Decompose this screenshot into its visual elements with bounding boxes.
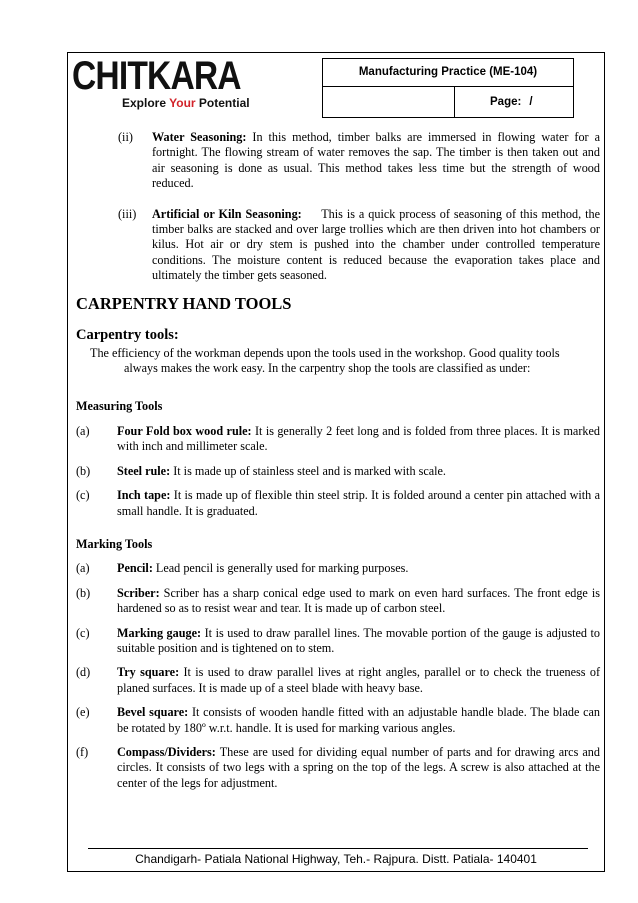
item-text: In this method, timber balks are immersed in flowing water for a fortnight. The flowing stream of water removes the sap. The timber is then taken out and air seasoning is done as usual. This method takes less time but the strength of wood reduced. bbox=[152, 130, 600, 191]
page-label: Page: bbox=[490, 96, 522, 108]
item-text: This is a quick process of seasoning of this method, the timber balks are stacked and over large trollies which are then driven into hot chambers or kilus. Hot air or dry stem is pushed into the chamber under controlled temperature conditions. The moisture content is reduced because the evaporation takes place and ultimately the timber gets seasoned. bbox=[152, 206, 604, 283]
list-item: (a) Four Fold box wood rule: It is generally 2 feet long and is folded from three places. It is marked with inch and millimeter scale. bbox=[76, 423, 600, 454]
page-value: / bbox=[529, 96, 533, 108]
chitkara-logo bbox=[72, 56, 312, 118]
list-item: (b) Steel rule: It is made up of stainless steel and is marked with scale. bbox=[76, 463, 446, 478]
list-item: (b) Scriber: Scriber has a sharp conical edge used to mark on even hard surfaces. The front edge is hardened so as to resist wear and tear. It is made up of carbon steel. bbox=[76, 585, 600, 616]
item-number: (ii) bbox=[118, 130, 133, 144]
logo-wordmark: CHITKARA bbox=[72, 54, 241, 98]
course-title: Manufacturing Practice (ME-104) bbox=[323, 59, 573, 87]
list-item: (d) Try square: It is used to draw parallel lives at right angles, parallel or to check the trueness of planed surfaces. It is made up of a steel blade with heavy base. bbox=[76, 665, 601, 695]
page-content bbox=[76, 128, 604, 791]
intro-paragraph bbox=[76, 346, 600, 377]
measuring-tools-heading: Measuring Tools bbox=[76, 399, 163, 414]
item-number: (iii) bbox=[118, 206, 137, 221]
seasoning-item-water bbox=[76, 130, 600, 192]
item-title: Artificial or Kiln Seasoning: bbox=[152, 206, 302, 221]
list-item: (a) Pencil: Lead pencil is generally used for marking purposes. bbox=[76, 561, 409, 576]
item-title: Water Seasoning: bbox=[152, 130, 247, 144]
list-item: (c) Inch tape: It is made up of flexible thin steel strip. It is folded around a center pin attached with a small handle. It is graduated. bbox=[76, 488, 601, 518]
intro-line-2: always makes the work easy. In the carpentry shop the tools are classified as under: bbox=[124, 361, 531, 376]
intro-line-1: The efficiency of the workman depends upon the tools used in the workshop. Good quality tools bbox=[90, 345, 560, 360]
subsection-title: Carpentry tools: bbox=[76, 326, 179, 343]
footer-address: Chandigarh- Patiala National Highway, Teh.- Rajpura. Distt. Patiala- 140401 bbox=[135, 852, 537, 866]
seasoning-item-kiln bbox=[76, 206, 604, 284]
marking-tools-heading: Marking Tools bbox=[76, 536, 153, 551]
section-title: CARPENTRY HAND TOOLS bbox=[76, 293, 292, 313]
list-item: (f) Compass/Dividers: These are used for dividing equal number of parts and for drawing arcs and circles. It consists of two legs with a spring on the top of the legs. A screw is also attached at the center of the legs for adjustment. bbox=[76, 744, 600, 790]
logo-tagline: Explore Your Potential bbox=[122, 96, 250, 110]
tagline-accent: Your bbox=[169, 96, 196, 110]
list-item: (e) Bevel square: It consists of wooden handle fitted with an adjustable handle blade. The blade can be rotated by 180º w.r.t. handle. It is used for marking various angles. bbox=[76, 705, 600, 735]
page-number-cell bbox=[454, 87, 573, 117]
list-item: (c) Marking gauge: It is used to draw parallel lines. The movable portion of the gauge is adjusted to suitable position and is tightened on to stem. bbox=[76, 625, 600, 655]
course-header-box bbox=[322, 58, 574, 118]
footer-divider bbox=[88, 848, 588, 849]
